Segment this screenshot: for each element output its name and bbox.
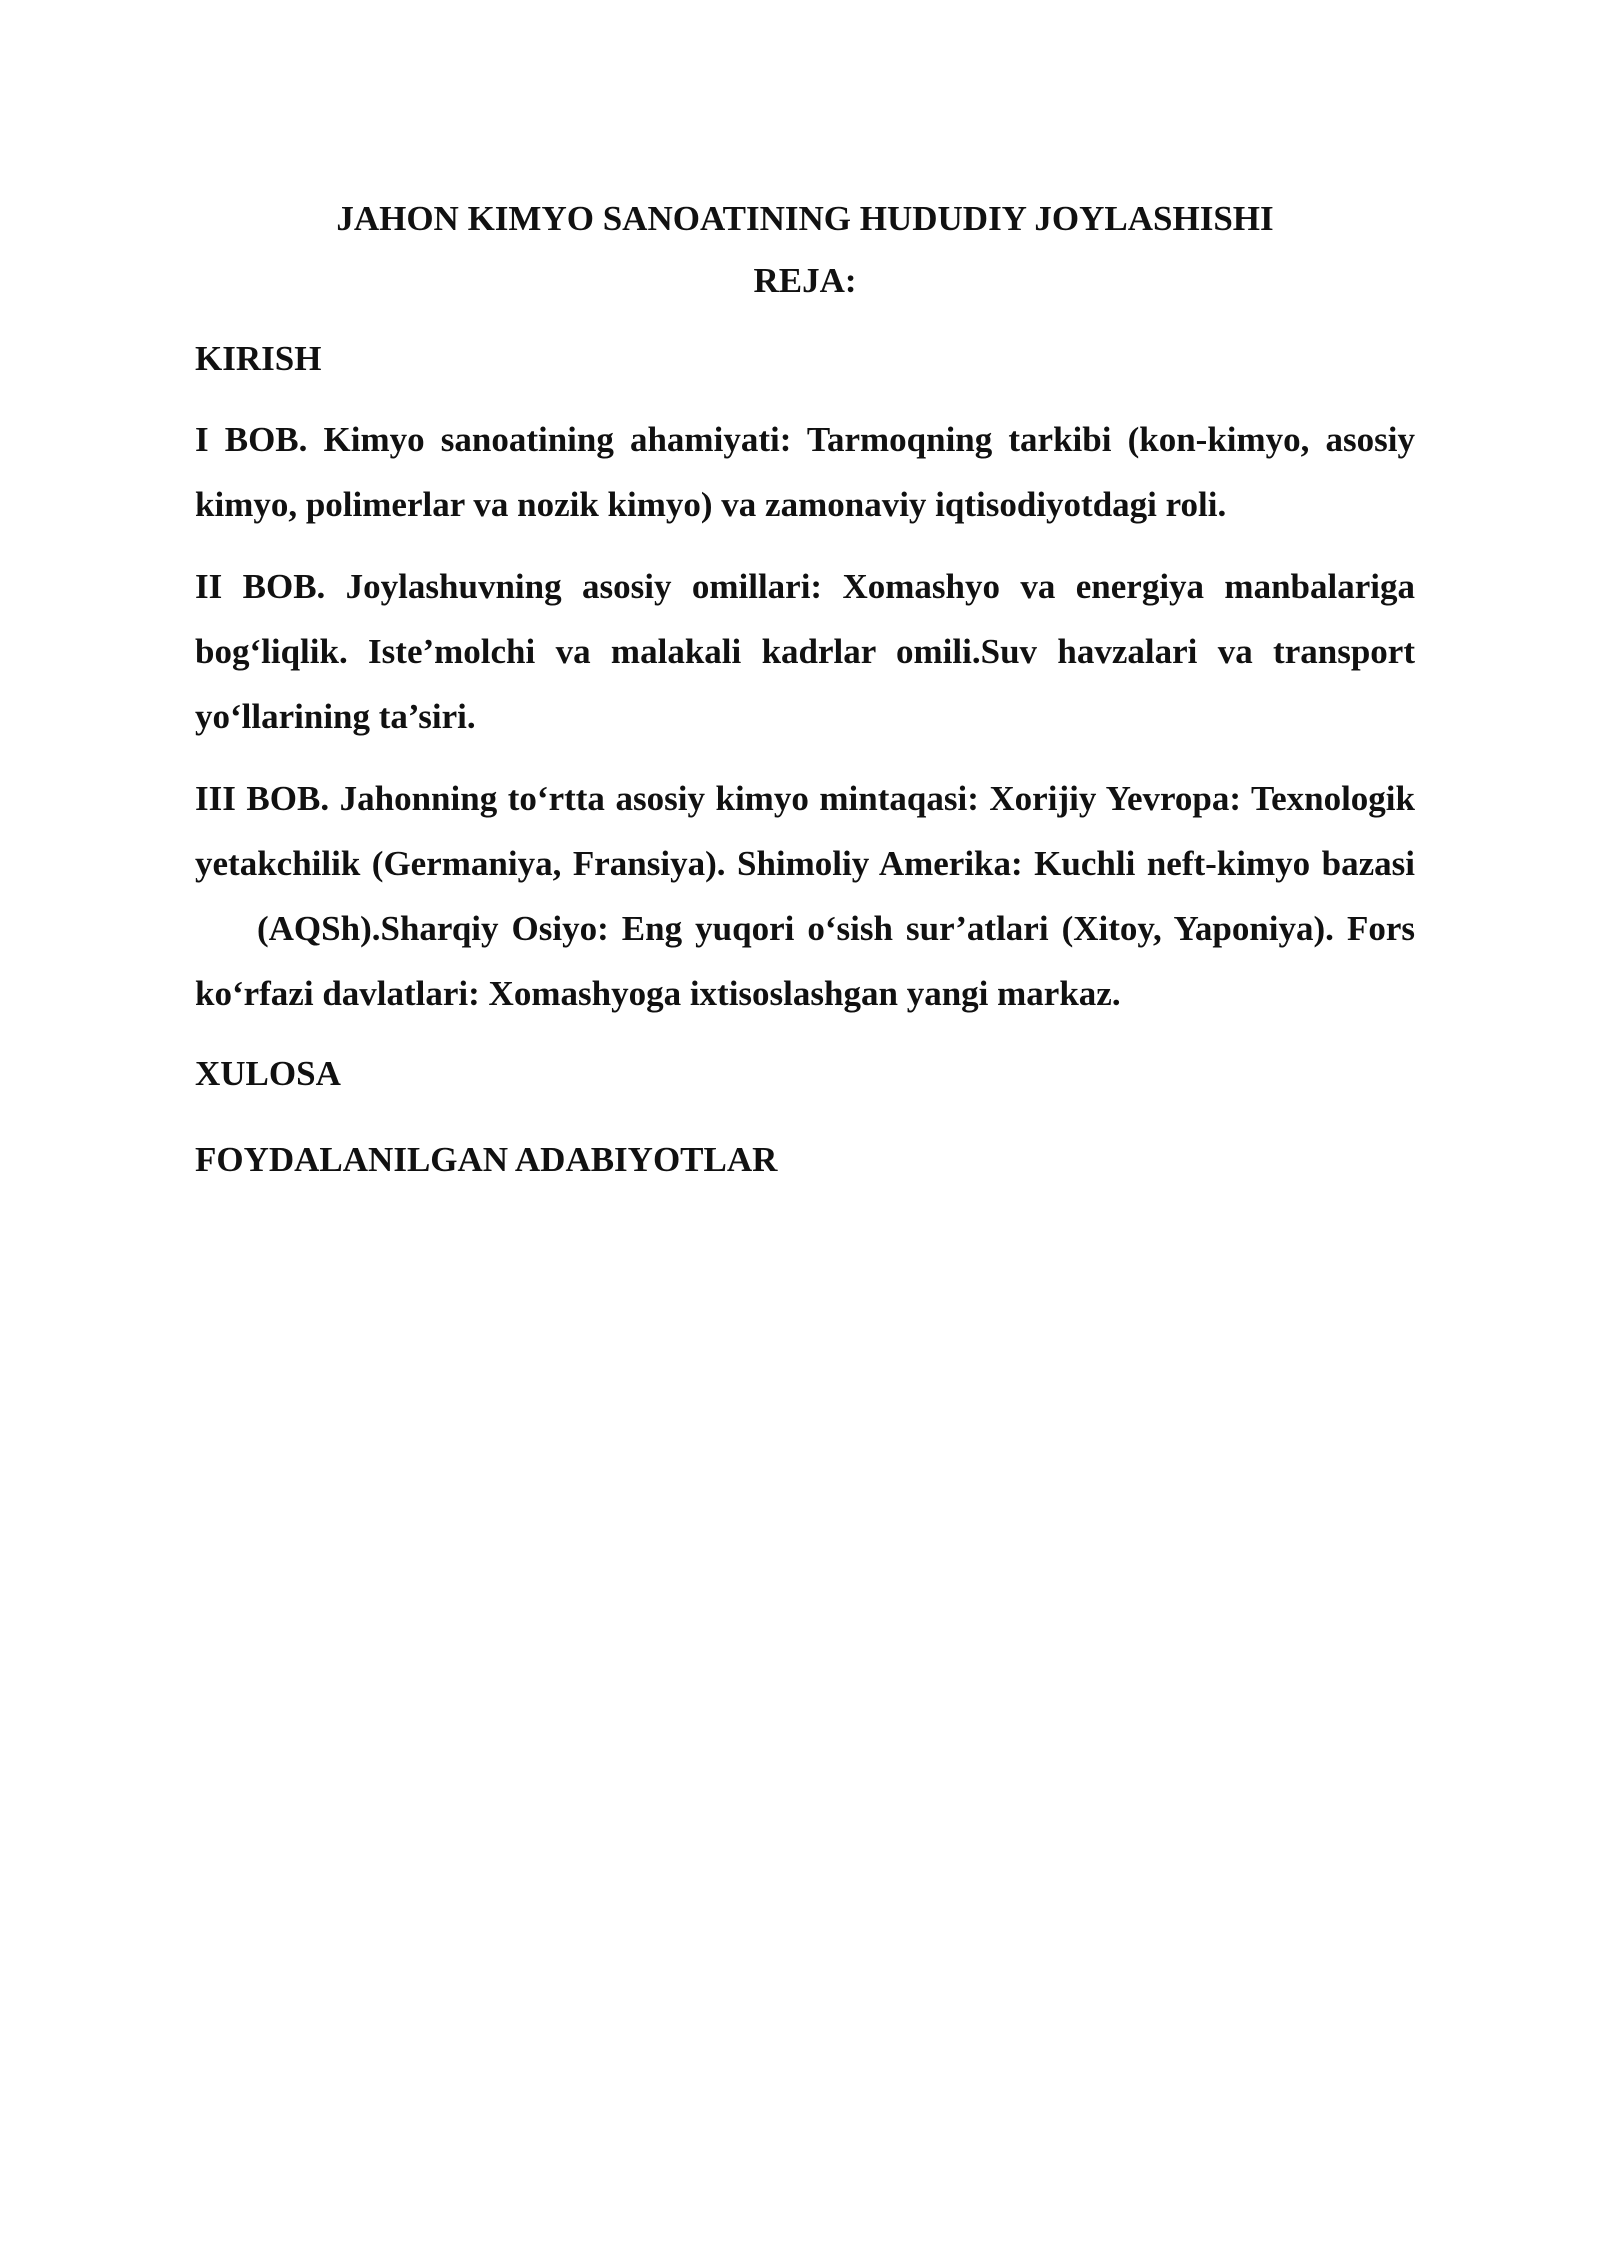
document-title: JAHON KIMYO SANOATINING HUDUDIY JOYLASHISHI	[336, 199, 1274, 238]
document-body	[195, 188, 1415, 1191]
intro-heading: KIRISH	[195, 339, 322, 378]
chapter-3-part-2: (AQSh).Sharqiy Osiyo: Eng yuqori o‘sish sur’atlari (Xitoy, Yaponiya). Fors ko‘rfazi davlatlari: Xomashyoga ixtisoslashgan yangi markaz.	[195, 909, 1415, 1013]
chapter-1: I BOB. Kimyo sanoatining ahamiyati: Tarmoqning tarkibi (kon-kimyo, asosiy kimyo, polimerlar va nozik kimyo) va zamonaviy iqtisodiyotdagi roli.	[195, 420, 1415, 524]
conclusion-heading: XULOSA	[195, 1054, 341, 1093]
chapter-3	[195, 766, 1415, 1026]
plan-heading: REJA:	[753, 261, 857, 300]
chapter-2: II BOB. Joylashuvning asosiy omillari: Xomashyo va energiya manbalariga bog‘liqlik. Iste’molchi va malakali kadrlar omili.Suv havzalari va transport yo‘llarining ta’siri.	[195, 567, 1415, 736]
references-heading: FOYDALANILGAN ADABIYOTLAR	[195, 1140, 778, 1179]
chapter-3-part-1: III BOB. Jahonning to‘rtta asosiy kimyo mintaqasi: Xorijiy Yevropa: Texnologik yetakchilik (Germaniya, Fransiya). Shimoliy Amerika: Kuchli neft-kimyo bazasi	[195, 779, 1415, 883]
